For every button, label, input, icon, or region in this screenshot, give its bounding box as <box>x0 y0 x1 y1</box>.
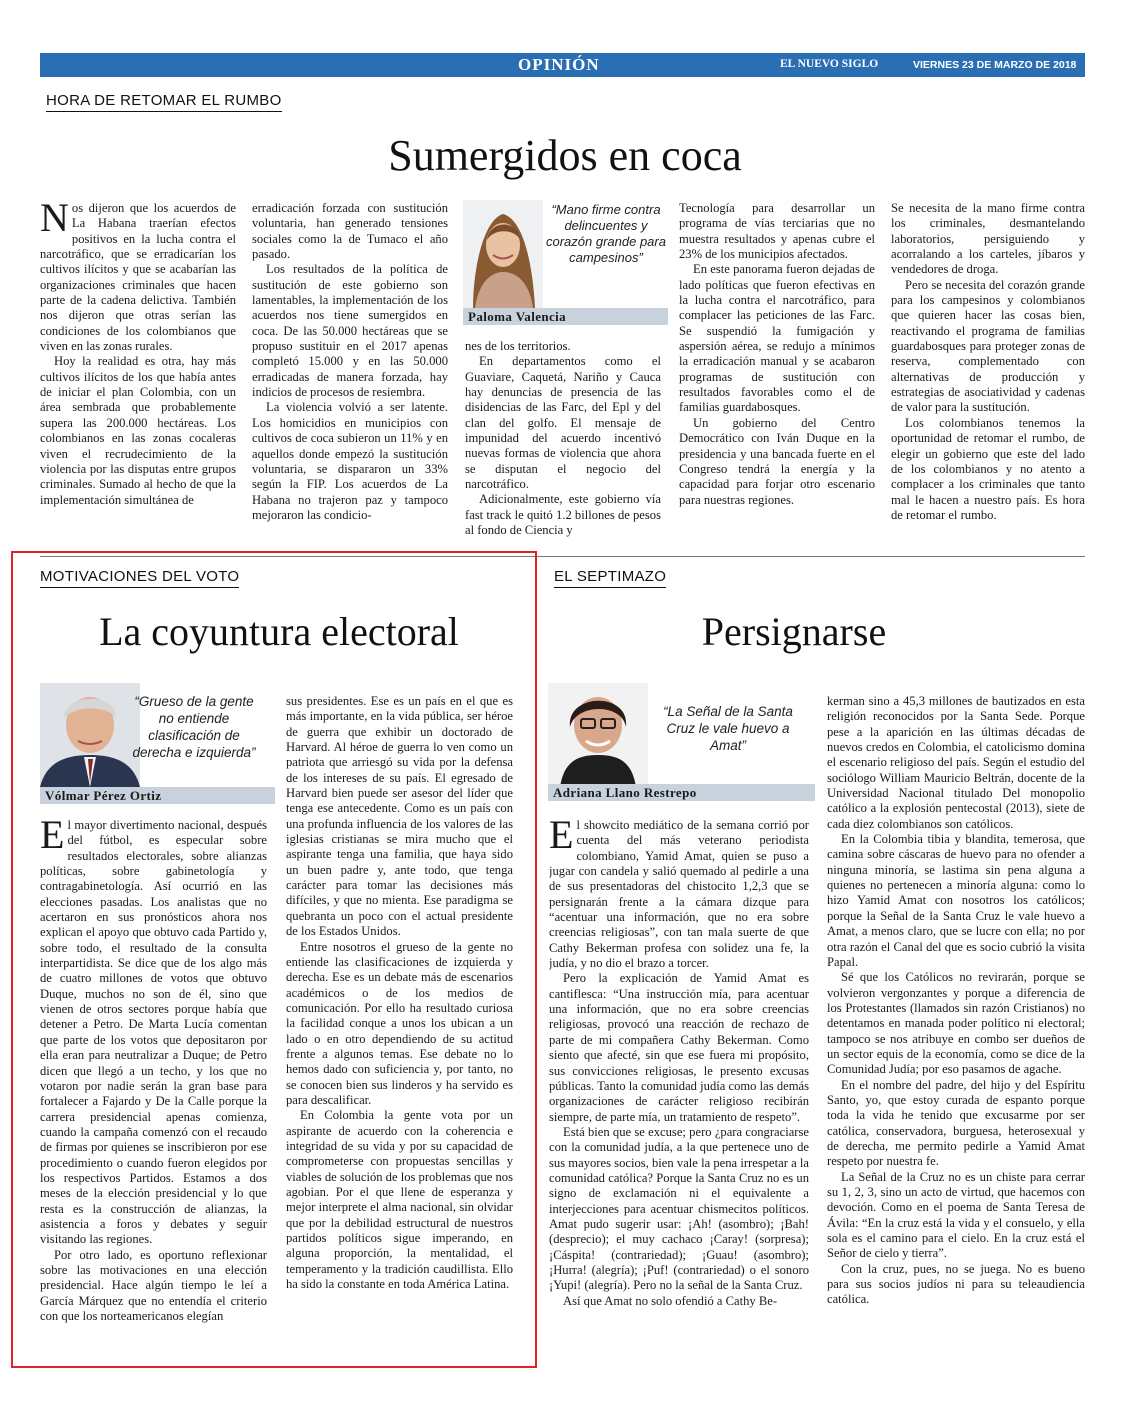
article2-paragraph: En Colombia la gente vota por un aspirante de acuerdo con la coherencia e integridad de su vida y por su capacidad de comprometerse con propuestas sencillas y viables de solución de los problemas que nos agobian. Por el que llene de esperanza y mejor interprete el alma nacional, sin olvidar que por la debilidad estructural de nuestros partidos políticos sigue imperando, en alguna proporción, la mentalidad, el temperamento y la tradición caudillista. Ello ha sido la constante en toda América Latina. <box>286 1108 513 1292</box>
article1-paragraph: En departamentos como el Guaviare, Caquetá, Nariño y Cauca hay denuncias de presencia de las disidencias de las Farc, del Epl y del clan del golfo. El mensaje de impunidad del acuerdo incentivó nuevas formas de violencia que ahora se disputan el negocio del narcotráfico. <box>465 354 661 492</box>
article1-paragraph: Se necesita de la mano firme contra los criminales, desmantelando laboratorios, persiguiendo y acorralando a los carteles, jíbaros y vendedores de droga. <box>891 201 1085 277</box>
issue-date: VIERNES 23 DE MARZO DE 2018 <box>913 59 1077 71</box>
article2-pull-quote: “Grueso de la gente no entiende clasificación de derecha e izquierda” <box>132 694 256 760</box>
article2-title: La coyuntura electoral <box>99 609 459 654</box>
article3-pull-quote: “La Señal de la Santa Cruz le vale huevo a Amat” <box>663 704 793 753</box>
author-photo-icon <box>463 200 543 308</box>
article3-paragraph: Así que Amat no solo ofendió a Cathy Be- <box>563 1293 778 1308</box>
article2-paragraph: Entre nosotros el grueso de la gente no entiende las clasificaciones de izquierda y derecha. Ese es un debate más de escenarios académicos o de los medios de comunicación. Por ello ha resultado curiosa la facilidad conque a unos los ubican a un lado o en otro dependiendo de su actitud frente a algunos temas. Ese debate no lo hemos dado con suficiencia y, por tanto, no se conocen bien sus linderos y ha servido es para descalificar. <box>286 939 513 1107</box>
article3-author-box <box>548 683 810 803</box>
article1-author-name: Paloma Valencia <box>463 308 668 325</box>
article2-author-box <box>40 683 270 803</box>
article2-author-name: Vólmar Pérez Ortiz <box>40 787 275 804</box>
article1-paragraph: Adicionalmente, este gobierno vía fast track le quitó 1.2 billones de pesos al fondo de Ciencia y <box>465 492 661 538</box>
article1-paragraph: La violencia volvió a ser latente. Los homicidios en municipios con cultivos de coca subieron un 11% y en aquellos donde empezó la sustitución voluntaria, se dispararon un 33% según la FIP. Los acuerdos de La Habana no trajeron paz y tampoco mejoraron las condicio- <box>252 400 448 522</box>
article3-paragraph: kerman sino a 45,3 millones de bautizados en esta religión reconocidos por la Santa Sede. Porque pese a la aparición en las últimas décadas de nuevos credos en Colombia, el catolicismo domina el escenario religioso del país. Según el estudio del sociólogo William Mauricio Beltrán, docente de la Universidad Nacional titulado Del monopolio católico a la explosión pentecostal (2013), siete de cada diez colombianos son católicos. <box>827 694 1085 831</box>
section-name: OPINIÓN <box>518 55 600 74</box>
article3-column-2 <box>827 694 1085 1350</box>
article1-paragraph: Tecnología para desarrollar un programa de vías terciarias que no muestra resultados y apenas cubre el 23% de los municipios afectados. <box>679 201 875 262</box>
article1-paragraph: En este panorama fueron dejadas de lado políticas que fueron efectivas en la lucha contra el narcotráfico, para complacer las peticiones de las Farc. Se suspendió la fumigación y aspersión aérea, se redujo a mínimos la erradicación manual y se acabaron programas de sustitución con resultados favorables como el de familias guardabosques. <box>679 262 875 415</box>
article3-paragraph: Sé que los Católicos no revirarán, porque se volvieron vergonzantes y porque a diferencia de los Protestantes (llamados sin razón Cristianos) no detentamos en manada poder político ni electoral; tampoco se nos atribuye en combo ser dueños de un sector equis de la economía, como se dice de la Comunidad Judía; por eso pasamos de agache. <box>827 970 1085 1077</box>
article2-dropcap: E <box>40 818 65 857</box>
section-header-bar <box>40 53 1116 77</box>
article1-column-4 <box>679 201 875 541</box>
article3-dropcap: E <box>549 818 574 857</box>
article3-paragraph: l showcito mediático de la semana corrió por cuenta del más veterano periodista colombiano, Yamid Amat, quien se puso a jugar con candela y salió quemado al pedirle a una de sus presentadoras del chistocito 1,2,3 que se persignarán frente a la cámara dizque para “acentuar una información, que no era sobre creencias religiosas”, con tan mala suerte de que Cathy Bekerman profesa con solidez una fe, la judía, y no dio el brazo a torcer. <box>549 818 809 971</box>
article3-paragraph: Con la cruz, pues, no se juega. No es bueno para sus socios judíos ni para su teleaudiencia católica. <box>827 1261 1085 1307</box>
article2-paragraph: sus presidentes. Ese es un país en el que es más importante, en la vida pública, ser héroe de guerra que exhibir un doctorado de Harvard. Al héroe de guerra lo ven como un patriota que arriesgó su vida por la defensa de los intereses de su país. El egresado de Harvard bien puede ser asesor del líder que tenga ese antecedente. Como es un país con una profunda influencia de los valores de las iglesias cristianas se mira mucho que el aspirante tenga una familia, que haya sido un buen padre y, ante todo, que tenga carácter para tomar las decisiones más difíciles, y que no mienta. Ese paradigma se quebranta un poco con el actual presidente de los Estados Unidos. <box>286 694 513 939</box>
article1-paragraph: Pero se necesita del corazón grande para los campesinos y colombianos que quieren hacer las cosas bien, reactivando el programa de familias guardabosques para proteger zonas de reserva, complementado con alternativas de producción y estrategias de asociatividad y cadenas de valor para la sustitución. <box>891 277 1085 415</box>
article1-paragraph: Los colombianos tenemos la oportunidad de retomar el rumbo, de elegir un gobierno que este del lado de los colombianos y no atento a complacer a los criminales que tanto mal le hacen a nuestro país. Es hora de retomar el rumbo. <box>891 415 1085 522</box>
article3-paragraph: En el nombre del padre, del hijo y del Espíritu Santo, yo, que estoy curada de espanto porque toda la vida he tenido que excusarme por ser católica, conservadora, burguesa, heterosexual y de derecha, me permito pedirle a Yamid Amat respeto por nuestra fe. <box>827 1077 1085 1169</box>
article3-paragraph: La Señal de la Cruz no es un chiste para cerrar su 1, 2, 3, sino un acto de virtud, que hacemos con devoción. Como en el poema de Santa Teresa de Ávila: “En la cruz está la vida y el consuelo, y ella sola es el camino para el cielo. En la cruz está el Señor de cielo y tierra”. <box>827 1169 1085 1261</box>
article3-column-1 <box>549 818 809 1350</box>
article1-kicker: HORA DE RETOMAR EL RUMBO <box>46 92 282 112</box>
article2-kicker: MOTIVACIONES DEL VOTO <box>40 568 239 588</box>
article1-column-5 <box>891 201 1085 541</box>
article1-paragraph: nes de los territorios. <box>465 339 571 353</box>
author-photo-icon <box>548 683 648 787</box>
author-photo-icon <box>40 683 140 787</box>
article1-column-2 <box>252 201 448 541</box>
article1-paragraph: Hoy la realidad es otra, hay más cultivos ilícitos de los que había antes de iniciar el plan Colombia, con un área sembrada que probablemente supera las 200.000 hectáreas. Los colombianos en las zonas cocaleras viven el recrudecimiento de la violencia por las disputas entre grupos criminales. Sumado al hecho de que la implementación simultánea de <box>40 354 236 507</box>
article1-paragraph: os dijeron que los acuerdos de La Habana traerían efectos positivos en la lucha contra el narcotráfico, que se erradicarían los cultivos ilícitos y que se acabarían las organizaciones criminales que hacen parte de la cadena delictiva. También nos dijeron que otras serían las condiciones de los colombianos que viven en las zonas rurales. <box>40 201 236 354</box>
article2-column-2 <box>286 694 513 1350</box>
article3-paragraph: Está bien que se excuse; pero ¿para congraciarse con la comunidad judía, a la que pertenece uno de sus mayores socios, bien vale la pena irrespetar a la comunidad católica? Porque la Santa Cruz no es un signo de exclamación ni el equivalente a interjecciones para acentuar chismecitos políticos. Amat pudo sugerir usar: ¡Ah! (asombro); ¡Bah! (desprecio); el muy cachaco ¡Caray! (sorpresa); ¡Cáspita! (contrariedad); ¡Guau! (asombro); ¡Hurra! (alegría); ¡Puf! (contrariedad) o el sonoro ¡Yupi! (alegría). Pero no la señal de la Santa Cruz. <box>549 1124 809 1293</box>
article1-column-3 <box>465 339 661 541</box>
article3-title: Persignarse <box>701 609 887 654</box>
article2-column-1 <box>40 818 267 1350</box>
article3-paragraph: Pero la explicación de Yamid Amat es cantiflesca: “Una instrucción mía, para acentuar una información, que no era sobre creencias religiosas, provocó una reacción de rechazo de parte de mi compañera Cathy Bekerman. Como siento que afecté, sin que ese fuera mi propósito, sus convicciones religiosas, le presento excusas públicas. Tanto la comunidad judía como las demás organizaciones de carácter religioso recibirán siempre, de parte mía, un tratamiento de respeto”. <box>549 971 809 1124</box>
page-number: 9A <box>1094 54 1116 73</box>
article3-author-name: Adriana Llano Restrepo <box>548 784 815 801</box>
article1-dropcap: N <box>40 201 69 240</box>
article2-paragraph: Por otro lado, es oportuno reflexionar sobre las motivaciones en una elección presidencial. Hace algún tiempo le leí a García Márquez que no entendía el criterio con que los norteamericanos elegían <box>40 1247 267 1323</box>
article1-title: Sumergidos en coca <box>388 131 742 180</box>
newspaper-name: EL NUEVO SIGLO <box>780 58 879 70</box>
article1-author-box <box>463 200 668 330</box>
article1-paragraph: erradicación forzada con sustitución voluntaria, han generado tensiones sociales como la de Tumaco el año pasado. <box>252 201 448 262</box>
article1-paragraph: Un gobierno del Centro Democrático con Iván Duque en la presidencia y una bancada fuerte en el Congreso tendrá la energía y la capacidad para forjar otro escenario para nuestras regiones. <box>679 415 875 507</box>
article1-paragraph: Los resultados de la política de sustitución de este gobierno son lamentables, la implementación de los acuerdos nos tiene sumergidos en coca. De las 50.000 hectáreas que se propuso sustituir en el 2017 apenas completó 15.000 y en las 50.000 erradicadas de manera forzada, hay indicios de procesos de resiembra. <box>252 262 448 400</box>
article1-column-1 <box>40 201 236 541</box>
article1-pull-quote: “Mano firme contra delincuentes y corazón grande para campesinos” <box>546 202 666 265</box>
article3-kicker: EL SEPTIMAZO <box>554 568 666 588</box>
article3-paragraph: En la Colombia tibia y blandita, temerosa, que camina sobre cáscaras de huevo para no ofender a ninguna minoría, se lastima sin pena alguna a quienes no pertenecen a minoría alguna: como lo hizo Yamid Amat con nosotros los católicos; porque la Señal de la Santa Cruz le vale huevo a Amat, a menos claro, que se lucre con ella; no por otra razón el Canal del que es socio cubrió la visita Papal. <box>827 832 1085 969</box>
article2-paragraph: l mayor divertimento nacional, después del fútbol, es especular sobre resultados electorales, sobre alianzas políticas, sobre gabinetología y contragabinetología. Así ocurrió en las elecciones pasadas. Los analistas que no acertaron en sus pronósticos ahora nos explican el apoyo que obtuvo cada Partido y, sobre todo, el resultado de la consulta interpartidista. Se dice que de los algo más de cuatro millones de votos que obtuvo Duque, muchos no son de él, sino que vienen de otros sectores porque había que detener a Petro. De Marta Lucía comentan que parte de los votos que depositaron por ella eran para neutralizar a Duque; de Petro dicen que llegó a un techo, y los que no votaron por nadie serán la gran base para fortalecer a Fajardo y De la Calle porque la carrera presidencial apenas comienza, cuando la campaña comenzó con el recaudo de firmas por quienes se inscribieron por ese procedimiento o cuando fueron elegidos por los respectivos Partidos. Estamos a dos meses de la elección presidencial y lo que resta es la construcción de alianzas, la asistencia a foros y debates y seguir visitando las regiones. <box>40 818 267 1247</box>
